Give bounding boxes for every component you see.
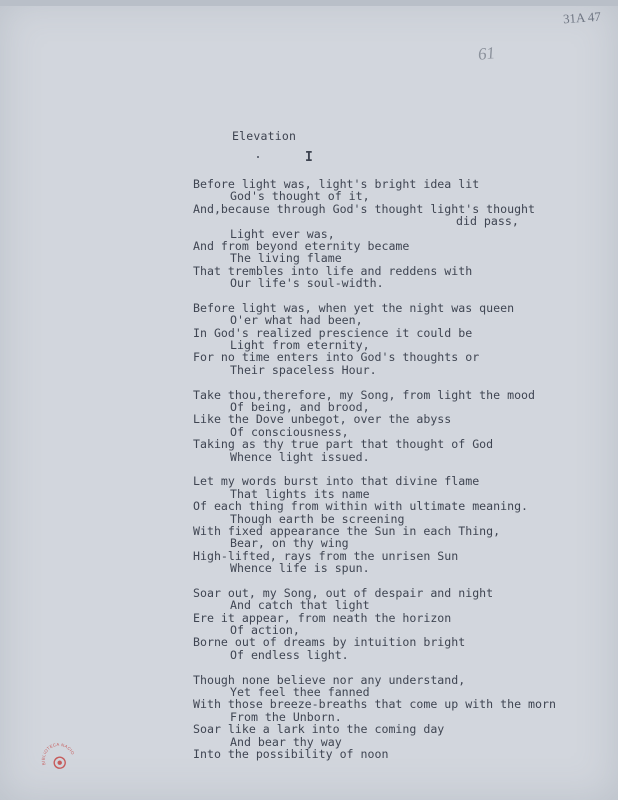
poem-line: Their spaceless Hour. [230, 362, 377, 377]
page-number: 61 [477, 43, 496, 64]
poem-line: In God's realized prescience it could be [193, 325, 473, 340]
poem-line: Our life's soul-width. [230, 276, 384, 291]
section-numeral: I [305, 150, 313, 165]
poem-line: Whence life is spun. [230, 561, 370, 576]
poem-line: God's thought of it, [230, 189, 370, 204]
poem-line: Whence light issued. [230, 449, 370, 464]
poem-line: Let my words burst into that divine flame [193, 474, 480, 489]
poem-line: Light ever was, [230, 226, 335, 241]
poem-line: With those breeze-breaths that come up with the morn [193, 697, 556, 712]
poem-line: Bear, on thy wing [230, 536, 349, 551]
poem-title: Elevation [232, 129, 297, 143]
poem-line: Of being, and brood, [230, 400, 370, 415]
poem-line: Of consciousness, [230, 424, 349, 439]
poem-line: Soar like a lark into the coming day [193, 722, 445, 737]
page-top-edge [0, 0, 618, 6]
poem-line: O'er what had been, [230, 313, 363, 328]
poem-line: With fixed appearance the Sun in each Thing, [193, 523, 501, 538]
poem-line: Though earth be screening [230, 511, 405, 526]
poem-line: did pass, [456, 214, 519, 229]
poem-line: For no time enters into God's thoughts or [193, 350, 480, 365]
poem-line: Yet feel thee fanned [230, 685, 370, 700]
poem-body [193, 178, 593, 760]
poem-line: Before light was, light's bright idea lit [193, 177, 480, 191]
poem-line: Before light was, when yet the night was queen [193, 300, 515, 315]
poem-line: Though none believe nor any understand, [193, 672, 466, 687]
poem-line: Ere it appear, from neath the horizon [193, 610, 452, 625]
poem-line: Of each thing from within with ultimate meaning. [193, 499, 529, 514]
poem-line: Into the possibility of noon [193, 746, 389, 761]
archive-reference: 31A 47 [562, 8, 602, 27]
poem-line: Taking as thy true part that thought of God [193, 437, 494, 452]
poem-line: And bear thy way [230, 734, 342, 749]
stanza-break [193, 661, 593, 673]
poem-line: Of endless light. [230, 647, 349, 662]
poem-line: High-lifted, rays from the unrisen Sun [193, 548, 459, 563]
poem-line: Light from eternity, [230, 338, 370, 353]
ink-mark [257, 156, 259, 158]
poem-line: Take thou,therefore, my Song, from light the mood [193, 387, 536, 402]
poem-line: That trembles into life and reddens with [193, 263, 473, 278]
poem-line: Borne out of dreams by intuition bright [193, 635, 466, 650]
poem-line: From the Unborn. [230, 709, 342, 724]
poem-line: That lights its name [230, 486, 370, 501]
poem-line: Soar out, my Song, out of despair and night [193, 585, 494, 600]
poem-line: Of action, [230, 623, 300, 638]
stamp-text: BIBLIOTECA NACIONAL [40, 741, 76, 766]
poem-line: And,because through God's thought light's thought [193, 201, 536, 216]
stanza-break [193, 376, 593, 388]
poem-line: Like the Dove unbegot, over the abyss [193, 412, 452, 427]
poem-line: And catch that light [230, 598, 370, 613]
library-stamp [32, 732, 83, 783]
poem-line: And from beyond eternity became [193, 238, 410, 253]
poem-line: The living flame [230, 251, 342, 266]
